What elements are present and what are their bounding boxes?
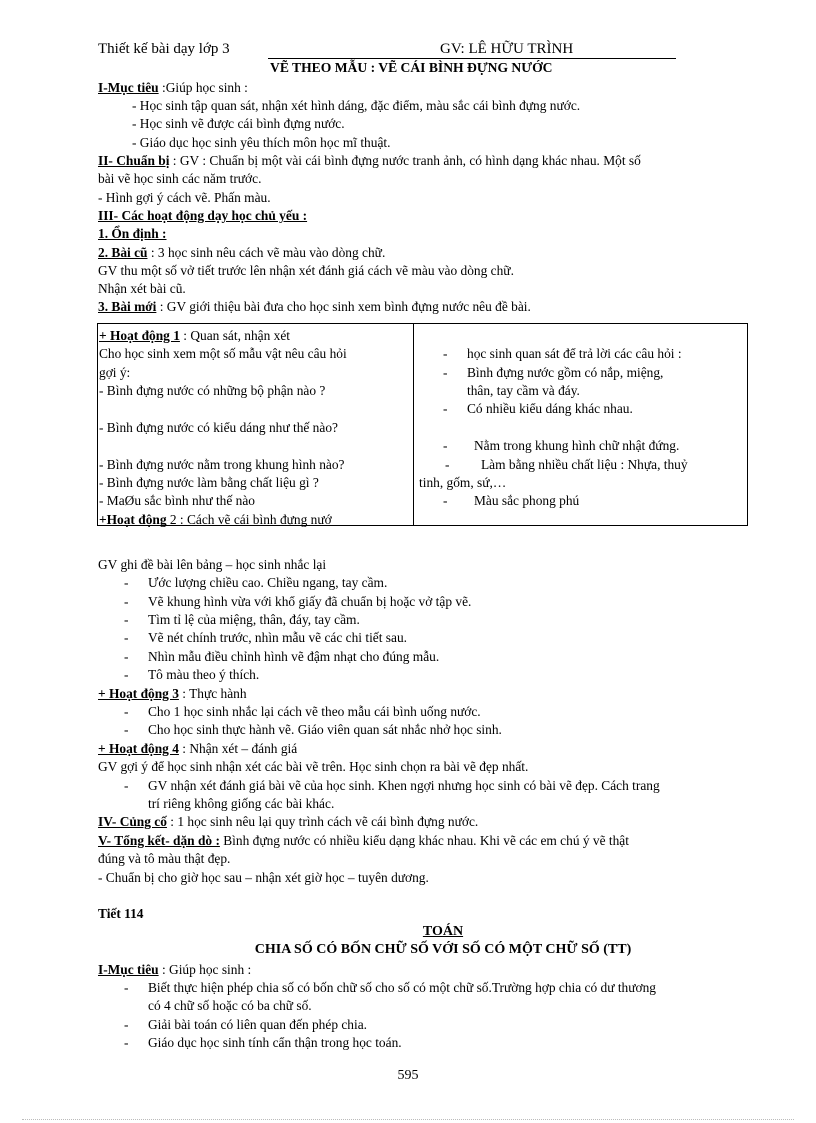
bullet-dash: - — [443, 438, 448, 453]
bullet-dash: - — [124, 1017, 129, 1032]
cung-co-text: : 1 học sinh nêu lại quy trình cách vẽ cái bình đựng nước. — [166, 814, 479, 829]
hd4-intro: GV gợi ý để học sinh nhận xét các bài vẽ trên. Học sinh chọn ra bài vẽ đẹp nhất. — [98, 759, 529, 774]
chuan-bi-line-2: bài vẽ học sinh các năm trước. — [98, 171, 262, 186]
bullet-dash: - — [124, 612, 129, 627]
hoat-dong-heading: III- Các hoạt động dạy học chủ yếu : — [98, 208, 308, 223]
header-left: Thiết kế bài dạy lớp 3 — [98, 41, 230, 57]
muc-tieu-intro: :Giúp học sinh : — [158, 80, 248, 95]
bullet-dash: - — [443, 493, 448, 508]
tong-ket-line-2: đúng và tô màu thật đẹp. — [98, 851, 231, 866]
step-item: Vẽ khung hình vừa với khổ giấy đã chuẩn bị hoặc vở tập vẽ. — [148, 594, 472, 609]
tong-ket-line — [98, 832, 629, 850]
step-item: Nhìn mẫu điều chỉnh hình vẽ đậm nhạt cho đúng mẫu. — [148, 649, 440, 664]
cung-co-line — [98, 813, 478, 831]
table-right-text: Có nhiều kiểu dáng khác nhau. — [467, 401, 633, 416]
cung-co-label: IV- Củng cố — [98, 814, 167, 829]
table-right-text: Làm bằng nhiều chất liệu : Nhựa, thuỷ — [481, 457, 688, 472]
lesson2-item: Biết thực hiện phép chia số có bốn chữ số cho số có một chữ số.Trường hợp chia có dư thương — [148, 980, 656, 995]
table-column-divider — [413, 323, 414, 526]
bullet-dash: - — [445, 457, 450, 472]
muc-tieu-line — [98, 79, 248, 97]
bullet-dash: - — [443, 401, 448, 416]
bai-moi-line — [98, 298, 531, 316]
hd3-item: Cho 1 học sinh nhắc lại cách vẽ theo mẫu cái bình uống nước. — [148, 704, 481, 719]
hoat-dong-2-label: +Hoạt động — [99, 512, 167, 527]
hoat-dong-4-label: + Hoạt động 4 — [98, 741, 179, 756]
bai-cu-line-3: Nhận xét bài cũ. — [98, 281, 186, 296]
chuan-bi-text: : GV : Chuẩn bị một vài cái bình đựng nước tranh ảnh, có hình dạng khác nhau. Một số — [169, 153, 641, 168]
bullet-dash: - — [443, 346, 448, 361]
page-bottom-edge — [22, 1119, 794, 1120]
on-dinh-heading: 1. Ổn định : — [98, 226, 167, 241]
table-right-text: Màu sắc phong phú — [474, 493, 580, 508]
bai-cu-line — [98, 244, 385, 262]
bai-moi-label: 3. Bài mới — [98, 299, 157, 314]
hoat-dong-2-text: 2 : Cách vẽ cái bình đựng nướ — [166, 512, 332, 527]
table-left-text: - MaØu sắc bình như thế nào — [99, 493, 256, 508]
hoat-dong-4-text: : Nhận xét – đánh giá — [178, 741, 298, 756]
step-item: Tìm tỉ lệ của miệng, thân, đáy, tay cầm. — [148, 612, 360, 627]
lesson2-item: Giải bài toán có liên quan đến phép chia. — [148, 1017, 368, 1032]
step-item: Tô màu theo ý thích. — [148, 667, 260, 682]
tong-ket-line-3: - Chuẩn bị cho giờ học sau – nhận xét giờ học – tuyên dương. — [98, 870, 429, 885]
hoat-dong-1-label: + Hoạt động 1 — [99, 328, 180, 343]
bullet-dash: - — [443, 365, 448, 380]
bullet-dash: - — [124, 575, 129, 590]
tong-ket-text: Bình đựng nước có nhiều kiểu dạng khác nhau. Khi vẽ các em chú ý vẽ thật — [219, 833, 629, 848]
muc-tieu-item: - Học sinh vẽ được cái bình đựng nước. — [132, 116, 345, 131]
after-table-intro: GV ghi đề bài lên bảng – học sinh nhắc lại — [98, 557, 327, 572]
table-left-text: - Bình đựng nước có kiểu dáng như thế nào? — [99, 420, 338, 435]
table-left-text: gợi ý: — [99, 365, 131, 380]
table-left-text: - Bình đựng nước làm bằng chất liệu gì ? — [99, 475, 319, 490]
hd3-item: Cho học sinh thực hành vẽ. Giáo viên quan sát nhắc nhở học sinh. — [148, 722, 502, 737]
bullet-dash: - — [124, 594, 129, 609]
hd4-item: GV nhận xét đánh giá bài vẽ của học sinh. Khen ngợi nhưng học sinh có bài vẽ đẹp. Cách trang — [148, 778, 660, 793]
muc-tieu-item: - Giáo dục học sinh yêu thích môn học mĩ thuật. — [132, 135, 391, 150]
lesson2-item-cont: có 4 chữ số hoặc có ba chữ số. — [148, 998, 312, 1013]
bai-cu-text: : 3 học sinh nêu cách vẽ màu vào dòng chữ. — [147, 245, 386, 260]
hoat-dong-3-line — [98, 685, 247, 703]
table-left-text: - Bình đựng nước có những bộ phận nào ? — [99, 383, 326, 398]
table-right-text: Bình đựng nước gồm có nắp, miệng, — [467, 365, 664, 380]
hd4-item-cont: trí riêng không giống các bài khác. — [148, 796, 335, 811]
chuan-bi-line — [98, 152, 641, 170]
bullet-dash: - — [124, 704, 129, 719]
bullet-dash: - — [124, 722, 129, 737]
muc-tieu-2-line — [98, 961, 251, 979]
bullet-dash: - — [124, 667, 129, 682]
lesson2-item: Giáo dục học sinh tính cẩn thận trong học toán. — [148, 1035, 402, 1050]
table-right-text: thân, tay cầm và đáy. — [467, 383, 580, 398]
hoat-dong-3-text: : Thực hành — [178, 686, 247, 701]
table-right-text: học sinh quan sát để trả lời các câu hỏi : — [467, 346, 682, 361]
hoat-dong-4-line — [98, 740, 297, 758]
bullet-dash: - — [124, 778, 129, 793]
lesson-2-title: CHIA SỐ CÓ BỐN CHỮ SỐ VỚI SỐ CÓ MỘT CHỮ SỐ (TT) — [254, 942, 632, 957]
tiet-label: Tiết 114 — [98, 906, 144, 921]
bai-cu-label: 2. Bài cũ — [98, 245, 148, 260]
chuan-bi-label: II- Chuẩn bị — [98, 153, 170, 168]
chuan-bi-line-3: - Hình gợi ý cách vẽ. Phấn màu. — [98, 190, 271, 205]
table-right-text: tinh, gốm, sứ,… — [419, 475, 507, 490]
bai-moi-text: : GV giới thiệu bài đưa cho học sinh xem bình đựng nước nêu đề bài. — [156, 299, 531, 314]
muc-tieu-item: - Học sinh tập quan sát, nhận xét hình dáng, đặc điểm, màu sắc cái bình đựng nước. — [132, 98, 581, 113]
step-item: Vẽ nét chính trước, nhìn mẫu vẽ các chi tiết sau. — [148, 630, 407, 645]
table-left-text: Cho học sinh xem một số mẫu vật nêu câu hỏi — [99, 346, 347, 361]
step-item: Ước lượng chiều cao. Chiều ngang, tay cầm. — [148, 575, 388, 590]
muc-tieu-2-text: : Giúp học sinh : — [158, 962, 252, 977]
lesson-title: VẼ THEO MẪU : VẼ CÁI BÌNH ĐỰNG NƯỚC — [270, 60, 553, 75]
bullet-dash: - — [124, 980, 129, 995]
hoat-dong-1-text: : Quan sát, nhận xét — [179, 328, 290, 343]
muc-tieu-label: I-Mục tiêu — [98, 80, 159, 95]
bullet-dash: - — [124, 630, 129, 645]
page-number: 595 — [397, 1068, 419, 1083]
bai-cu-line-2: GV thu một số vở tiết trước lên nhận xét đánh giá cách vẽ màu vào dòng chữ. — [98, 263, 514, 278]
table-left-text: - Bình đựng nước nằm trong khung hình nào? — [99, 457, 345, 472]
hoat-dong-1-line — [99, 327, 290, 345]
hoat-dong-2-line — [99, 511, 332, 529]
subject-heading: TOÁN — [422, 924, 464, 939]
tong-ket-label: V- Tổng kết- dặn dò : — [98, 833, 220, 848]
muc-tieu-2-label: I-Mục tiêu — [98, 962, 159, 977]
header-right: GV: LÊ HỮU TRÌNH — [440, 41, 574, 57]
table-right-text: Nằm trong khung hình chữ nhật đứng. — [474, 438, 680, 453]
bullet-dash: - — [124, 649, 129, 664]
hoat-dong-3-label: + Hoạt động 3 — [98, 686, 179, 701]
bullet-dash: - — [124, 1035, 129, 1050]
